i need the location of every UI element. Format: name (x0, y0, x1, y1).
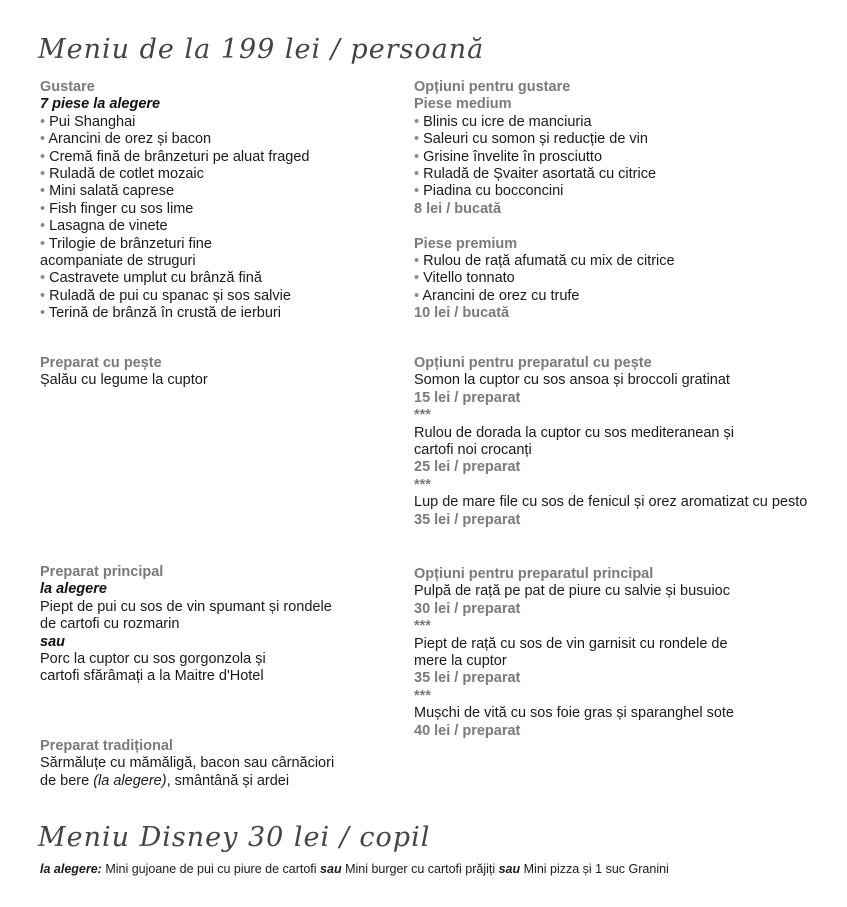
optiuni-peste-heading: Opțiuni pentru preparatul cu pește (414, 355, 652, 371)
list-item: • Mini salată caprese (40, 183, 175, 200)
option-text: de cartofi cu rozmarin (40, 616, 180, 633)
traditional-heading: Preparat tradițional (40, 738, 173, 754)
list-item: • Arancini de orez și bacon (40, 131, 212, 148)
gustare-heading: Gustare (40, 79, 95, 95)
principal-heading: Preparat principal (40, 564, 164, 580)
premium-heading: Piese premium (414, 235, 518, 252)
optiuni-gustare-heading: Opțiuni pentru gustare (414, 79, 571, 95)
list-item: • Arancini de orez cu trufe (414, 287, 580, 304)
option-price: 35 lei / preparat (414, 511, 521, 528)
list-item: • Rulou de rață afumată cu mix de citrice (414, 253, 675, 270)
optiuni-peste-section (414, 355, 807, 529)
list-item: • Trilogie de brânzeturi fine (40, 235, 212, 252)
option-text: Somon la cuptor cu sos ansoa și broccoli gratinat (414, 372, 730, 389)
list-item: • Grisine învelite în prosciutto (414, 148, 603, 165)
option-text: Mușchi de vită cu sos foie gras și sparanghel sote (414, 705, 734, 722)
list-item: • Ruladă de cotlet mozaic (40, 166, 204, 183)
traditional-section (40, 738, 334, 790)
option-text: Porc la cuptor cu sos gorgonzola și (40, 651, 266, 668)
option-text: Rulou de dorada la cuptor cu sos mediteranean și (414, 424, 734, 441)
disney-title: Meniu Disney 30 lei / copil (38, 822, 431, 853)
option-text: Piept de rață cu sos de vin garnisit cu rondele de (414, 635, 728, 652)
peste-section (40, 355, 208, 390)
separator: *** (414, 618, 431, 635)
list-item: • Terină de brânză în crustă de ierburi (40, 305, 281, 322)
list-item: • Ruladă de Șvaiter asortată cu citrice (414, 166, 657, 183)
option-price: 35 lei / preparat (414, 670, 521, 687)
principal-section (40, 564, 332, 686)
list-item: • Blinis cu icre de manciuria (414, 113, 592, 130)
option-price: 40 lei / preparat (414, 722, 521, 739)
optiuni-gustare-section (414, 79, 675, 323)
list-item: • Saleuri cu somon și reducție de vin (414, 131, 648, 148)
peste-heading: Preparat cu pește (40, 355, 162, 371)
option-text: Lup de mare file cu sos de fenicul și orez aromatizat cu pesto (414, 494, 808, 511)
premium-price: 10 lei / bucată (414, 305, 510, 322)
medium-heading: Piese medium (414, 96, 512, 113)
list-item: • Ruladă de pui cu spanac și sos salvie (40, 287, 291, 304)
disney-options: la alegere: Mini gujoane de pui cu piure de cartofi sau Mini burger cu cartofi prăjiți sau Mini pizza și 1 suc Granini (40, 862, 669, 876)
separator: *** (414, 476, 431, 493)
list-item: • Pui Shanghai (40, 113, 136, 130)
separator: *** (414, 687, 431, 704)
option-text: Pulpă de rață pe pat de piure cu salvie și busuioc (414, 583, 730, 600)
option-text: Piept de pui cu sos de vin spumant și rondele (40, 598, 332, 615)
option-text: cartofi sfărâmați a la Maitre d'Hotel (40, 668, 264, 685)
list-item: • Vitello tonnato (414, 270, 515, 287)
peste-text: Șalău cu legume la cuptor (40, 372, 208, 389)
option-price: 25 lei / preparat (414, 459, 521, 476)
option-price: 30 lei / preparat (414, 600, 521, 617)
option-text: cartofi noi crocanți (414, 442, 532, 459)
gustare-section (40, 79, 309, 323)
list-item: • Lasagna de vinete (40, 218, 168, 235)
list-item: • Castravete umplut cu brânză fină (40, 270, 262, 287)
principal-sub2: sau (40, 633, 65, 650)
principal-sub1: la alegere (40, 581, 107, 598)
optiuni-principal-heading: Opțiuni pentru preparatul principal (414, 566, 654, 582)
traditional-text: Sărmăluțe cu mămăligă, bacon sau cârnăciori (40, 755, 335, 772)
traditional-text: de bere (la alegere), smântână și ardei (40, 772, 290, 789)
option-price: 15 lei / preparat (414, 389, 521, 406)
gustare-subheading: 7 piese la alegere (40, 96, 161, 113)
list-item: • Cremă fină de brânzeturi pe aluat fraged (40, 148, 310, 165)
medium-price: 8 lei / bucată (414, 200, 502, 217)
list-item: • Piadina cu bocconcini (414, 183, 564, 200)
option-text: mere la cuptor (414, 653, 507, 670)
list-item-continuation: acompaniate de struguri (40, 253, 196, 270)
list-item: • Fish finger cu sos lime (40, 200, 194, 217)
separator: *** (414, 407, 431, 424)
menu-title: Meniu de la 199 lei / persoană (38, 34, 485, 65)
optiuni-principal-section (414, 566, 734, 740)
